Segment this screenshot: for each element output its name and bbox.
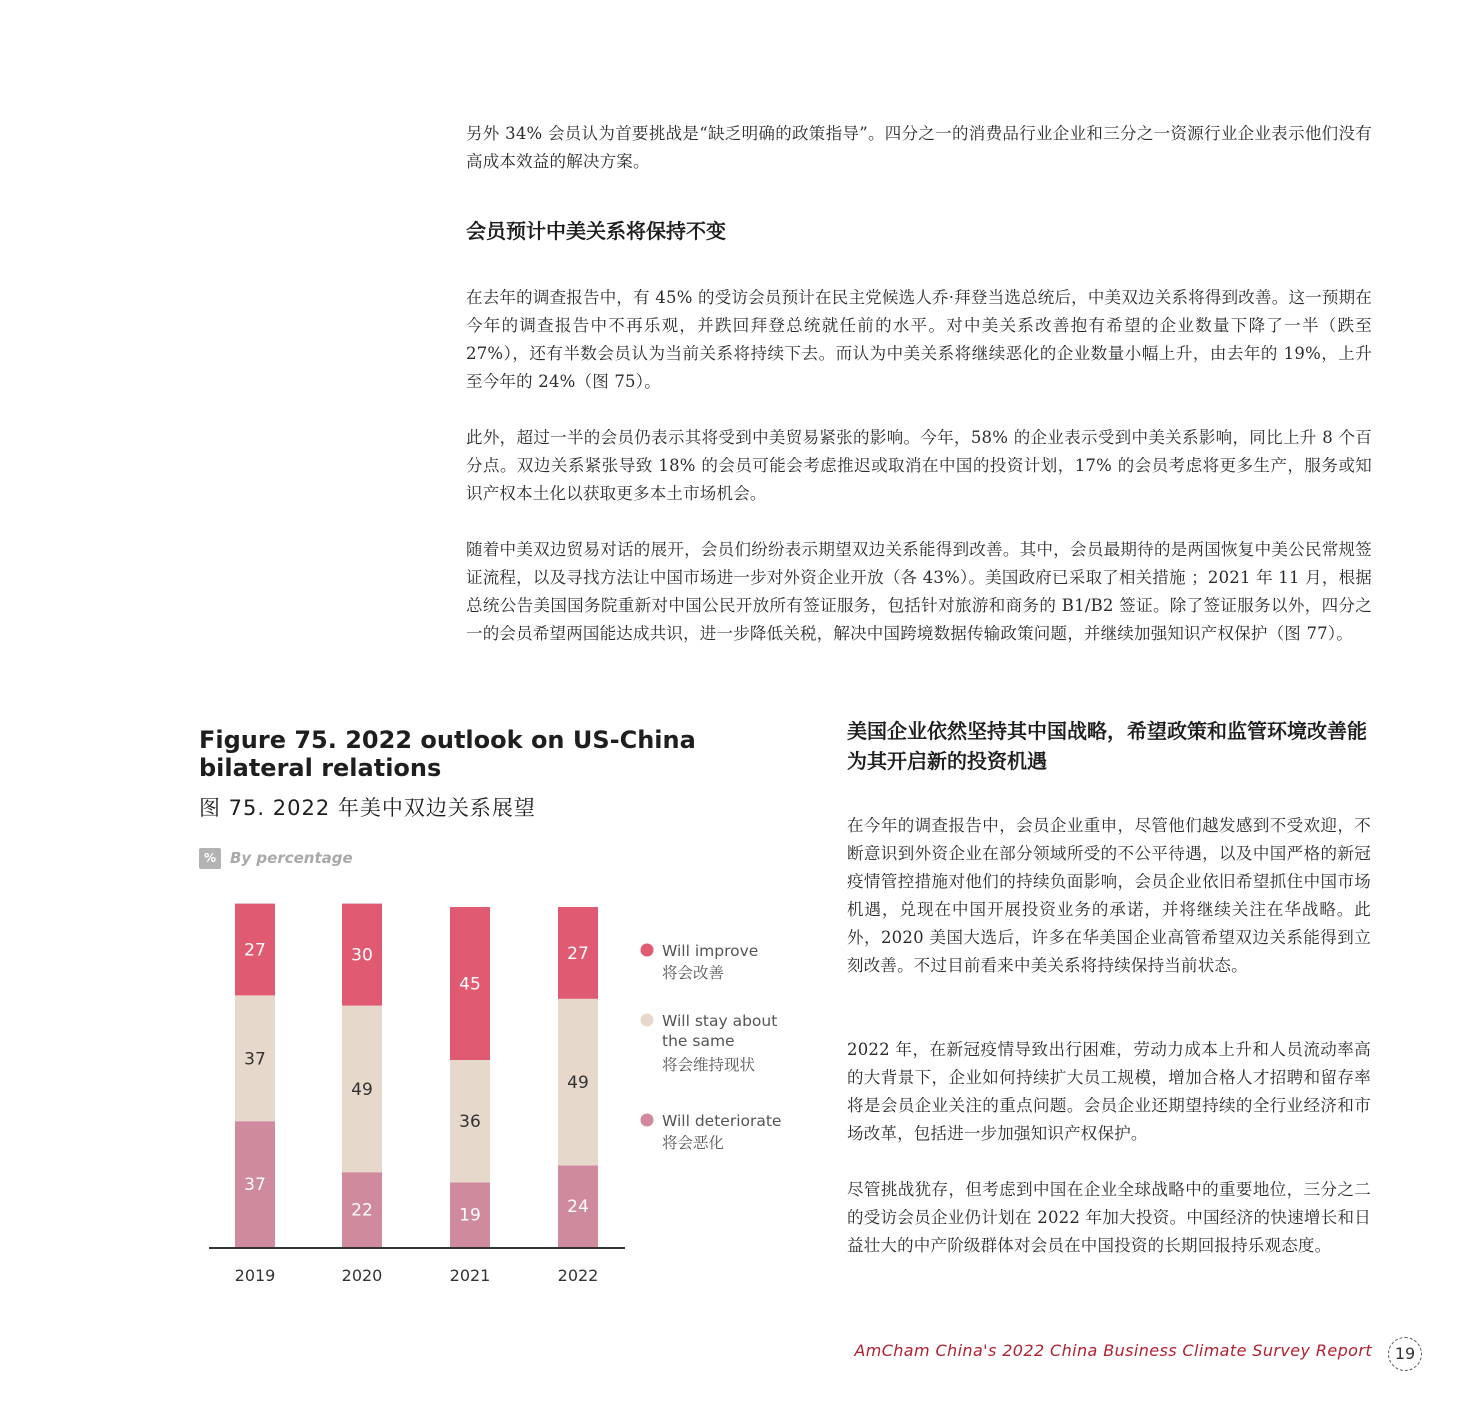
data-label: 37 xyxy=(244,1049,266,1070)
body-paragraph: 此外，超过一半的会员仍表示其将受到中美贸易紧张的影响。今年，58% 的企业表示受到中美关系影响，同比上升 8 个百分点。双边关系紧张导致 18% 的会员可能会考虑推迟或取消在中国的投资计划，17% 的会员考虑将更多生产，服务或知识产权本土化以获取更多本土市场机会。 xyxy=(466,428,1372,503)
data-label: 45 xyxy=(459,974,481,995)
legend-label-cn: 将会维持现状 xyxy=(662,1056,756,1074)
percent-icon: % xyxy=(199,848,221,869)
data-label: 36 xyxy=(459,1112,481,1133)
page-number: 19 xyxy=(1388,1337,1422,1371)
data-label: 37 xyxy=(244,1175,266,1196)
x-tick-label: 2019 xyxy=(234,1266,276,1285)
figure-title-en: Figure 75. 2022 outlook on US-China bilateral relations xyxy=(199,726,696,782)
x-tick-label: 2020 xyxy=(341,1266,383,1285)
section-heading: 会员预计中美关系将保持不变 xyxy=(466,219,726,243)
unit-label: By percentage xyxy=(230,849,353,867)
legend-label: Will improve xyxy=(662,942,759,960)
legend-label-cn: 将会改善 xyxy=(662,964,725,982)
legend-marker xyxy=(641,944,654,957)
body-paragraph: 2022 年，在新冠疫情导致出行困难，劳动力成本上升和人员流动率高的大背景下，企业如何持续扩大员工规模，增加合格人才招聘和留存率将是会员企业关注的重点问题。会员企业还期望持续的全行业经济和市场改革，包括进一步加强知识产权保护。 xyxy=(847,1040,1371,1143)
intro-paragraph: 另外 34% 会员认为首要挑战是“缺乏明确的政策指导”。四分之一的消费品行业企业和三分之一资源行业企业表示他们没有高成本效益的解决方案。 xyxy=(466,124,1372,171)
stacked-bar-chart xyxy=(190,890,810,1300)
data-label: 49 xyxy=(567,1073,589,1094)
legend-label: the same xyxy=(662,1032,735,1050)
x-tick-label: 2022 xyxy=(557,1266,599,1285)
legend-marker xyxy=(641,1114,654,1127)
figure-title-cn: 图 75. 2022 年美中双边关系展望 xyxy=(199,796,536,820)
x-tick-label: 2021 xyxy=(449,1266,491,1285)
body-paragraph: 尽管挑战犹存，但考虑到中国在企业全球战略中的重要地位，三分之二的受访会员企业仍计划在 2022 年加大投资。中国经济的快速增长和日益壮大的中产阶级群体对会员在中国投资的长期回报持乐观态度。 xyxy=(847,1180,1371,1255)
legend-label: Will stay about xyxy=(662,1012,778,1030)
body-paragraph: 在去年的调查报告中，有 45% 的受访会员预计在民主党候选人乔·拜登当选总统后，中美双边关系将得到改善。这一预期在今年的调查报告中不再乐观，并跌回拜登总统就任前的水平。对中美关系改善抱有希望的企业数量下降了一半（跌至 27%），还有半数会员认为当前关系将持续下去。而认为中美关系将继续恶化的企业数量小幅上升，由去年的 19%，上升至今年的 24%（图 75）。 xyxy=(466,288,1372,391)
legend-label: Will deteriorate xyxy=(662,1112,782,1130)
legend-marker xyxy=(641,1014,654,1027)
data-label: 27 xyxy=(567,943,589,964)
body-paragraph: 在今年的调查报告中，会员企业重申，尽管他们越发感到不受欢迎，不断意识到外资企业在部分领域所受的不公平待遇，以及中国严格的新冠疫情管控措施对他们的持续负面影响，会员企业依旧希望抓住中国市场机遇，兑现在中国开展投资业务的承诺，并将继续关注在华战略。此外，2020 美国大选后，许多在华美国企业高管希望双边关系能得到立刻改善。不过目前看来中美关系将持续保持当前状态。 xyxy=(847,816,1371,975)
data-label: 24 xyxy=(567,1197,589,1218)
data-label: 30 xyxy=(351,945,373,966)
data-label: 27 xyxy=(244,940,266,961)
body-paragraph: 随着中美双边贸易对话的展开，会员们纷纷表示期望双边关系能得到改善。其中，会员最期待的是两国恢复中美公民常规签证流程，以及寻找方法让中国市场进一步对外资企业开放（各 43%）。美国政府已采取了相关措施 ；2021 年 11 月，根据总统公告美国国务院重新对中国公民开放所有签证服务，包括针对旅游和商务的 B1/B2 签证。除了签证服务以外，四分之一的会员希望两国能达成共识，进一步降低关税，解决中国跨境数据传输政策问题，并继续加强知识产权保护（图 77）。 xyxy=(466,540,1372,643)
data-label: 49 xyxy=(351,1079,373,1100)
data-label: 19 xyxy=(459,1205,481,1226)
legend-label-cn: 将会恶化 xyxy=(662,1134,725,1152)
footer-report-title: AmCham China's 2022 China Business Climate Survey Report xyxy=(854,1341,1372,1360)
data-label: 22 xyxy=(351,1200,373,1221)
section-heading: 美国企业依然坚持其中国战略，希望政策和监管环境改善能为其开启新的投资机遇 xyxy=(847,719,1367,773)
